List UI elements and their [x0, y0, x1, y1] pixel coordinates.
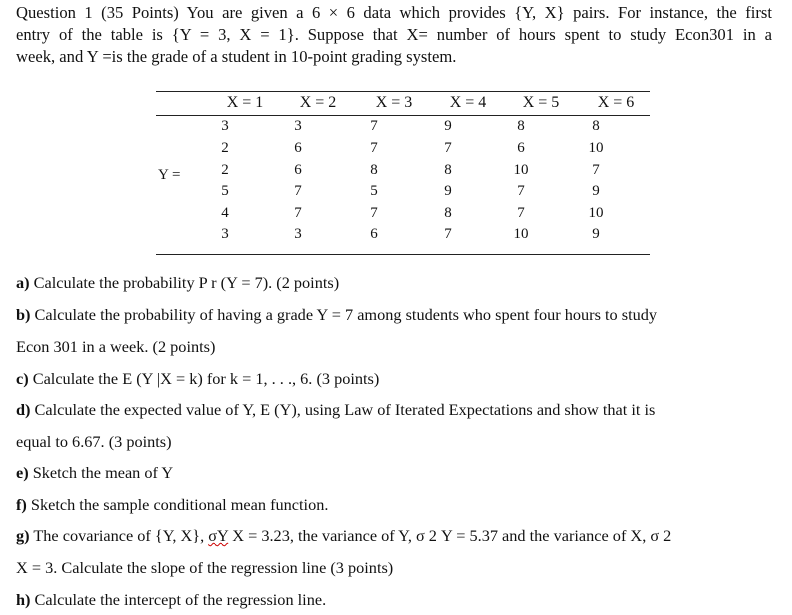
column-header: X = 6 [597, 94, 635, 111]
table-cell: 8 [517, 118, 525, 134]
table-cell: 7 [370, 205, 378, 221]
question-text: Calculate the intercept of the regression line. [30, 590, 327, 609]
table-cell: 6 [294, 140, 302, 156]
table-cell: 2 [221, 162, 229, 178]
table-cell: 3 [294, 226, 302, 242]
table-cell: 7 [517, 205, 525, 221]
table-cell: 7 [370, 140, 378, 156]
table-cell: 7 [370, 118, 378, 134]
question-intro [16, 2, 772, 68]
column-header: X = 4 [449, 94, 487, 111]
question-h [16, 590, 326, 610]
table-cell: 8 [444, 162, 452, 178]
table-cell: 9 [444, 183, 452, 199]
table-cell: 3 [294, 118, 302, 134]
table-cell: 5 [370, 183, 378, 199]
question-label: c) [16, 369, 29, 388]
table-cell: 9 [592, 226, 600, 242]
question-text: Calculate the E (Y |X = k) for k = 1, . . ., 6. (3 points) [28, 369, 380, 388]
table-cell: 3 [221, 118, 229, 134]
table-bottom-rule [156, 254, 650, 255]
table-cell: 2 [221, 140, 229, 156]
question-g [16, 526, 671, 546]
question-a [16, 273, 339, 293]
question-label: a) [16, 273, 30, 292]
table-cell: 4 [221, 205, 229, 221]
table-cell: 6 [370, 226, 378, 242]
question-text: Calculate the expected value of Y, E (Y), using Law of Iterated Expectations and show that it is [30, 400, 656, 419]
table-cell: 3 [221, 226, 229, 242]
table-cell: 7 [444, 226, 452, 242]
intro-line-1: Question 1 (35 Points) You are given a 6 × 6 data which provides {Y, X} pairs. For instance, the first [16, 3, 772, 22]
column-header: X = 1 [226, 94, 264, 111]
table-cell: 9 [444, 118, 452, 134]
table-cell: 7 [294, 205, 302, 221]
table-cell: 6 [517, 140, 525, 156]
question-text: Calculate the probability of having a grade Y = 7 among students who spent four hours to study [30, 305, 658, 324]
table-top-rule [156, 91, 650, 92]
question-b-continued [16, 337, 215, 357]
question-text: Econ 301 in a week. (2 points) [16, 337, 216, 356]
question-label: f) [16, 495, 27, 514]
table-cell: 10 [588, 140, 604, 156]
table-cell: 6 [294, 162, 302, 178]
question-text: Sketch the mean of Y [28, 463, 174, 482]
question-text: Sketch the sample conditional mean function. [26, 495, 329, 514]
intro-line-3: week, and Y =is the grade of a student in 10-point grading system. [16, 47, 457, 66]
question-e [16, 463, 173, 483]
column-header: X = 3 [375, 94, 413, 111]
question-text: X = 3. Calculate the slope of the regression line (3 points) [16, 558, 394, 577]
question-c [16, 369, 379, 389]
table-cell: 10 [513, 226, 529, 242]
table-cell: 10 [588, 205, 604, 221]
question-d-continued [16, 432, 172, 452]
question-text: equal to 6.67. (3 points) [16, 432, 172, 451]
question-label: b) [16, 305, 31, 324]
question-label: e) [16, 463, 29, 482]
table-cell: 10 [513, 162, 529, 178]
question-g-continued [16, 558, 393, 578]
question-f [16, 495, 328, 515]
table-cell: 7 [294, 183, 302, 199]
question-label: h) [16, 590, 31, 609]
intro-line-2: entry of the table is {Y = 3, X = 1}. Suppose that X= number of hours spent to study Econ301 in a [16, 25, 772, 44]
table-cell: 8 [444, 205, 452, 221]
question-text: The covariance of {Y, X}, [29, 526, 209, 545]
question-b [16, 305, 657, 325]
question-d [16, 400, 655, 420]
question-label: d) [16, 400, 31, 419]
question-label: g) [16, 526, 30, 545]
table-cell: 5 [221, 183, 229, 199]
table-cell: 7 [517, 183, 525, 199]
question-text: X = 3.23, the variance of Y, σ 2 Y = 5.37 and the variance of X, σ 2 [228, 526, 672, 545]
row-label: Y = [158, 167, 181, 183]
table-cell: 8 [370, 162, 378, 178]
table-cell: 8 [592, 118, 600, 134]
column-header: X = 5 [522, 94, 560, 111]
spellcheck-flagged-text: σY [208, 526, 229, 545]
column-header: X = 2 [299, 94, 337, 111]
table-cell: 9 [592, 183, 600, 199]
question-text: Calculate the probability P r (Y = 7). (2 points) [29, 273, 340, 292]
table-cell: 7 [444, 140, 452, 156]
table-cell: 7 [592, 162, 600, 178]
